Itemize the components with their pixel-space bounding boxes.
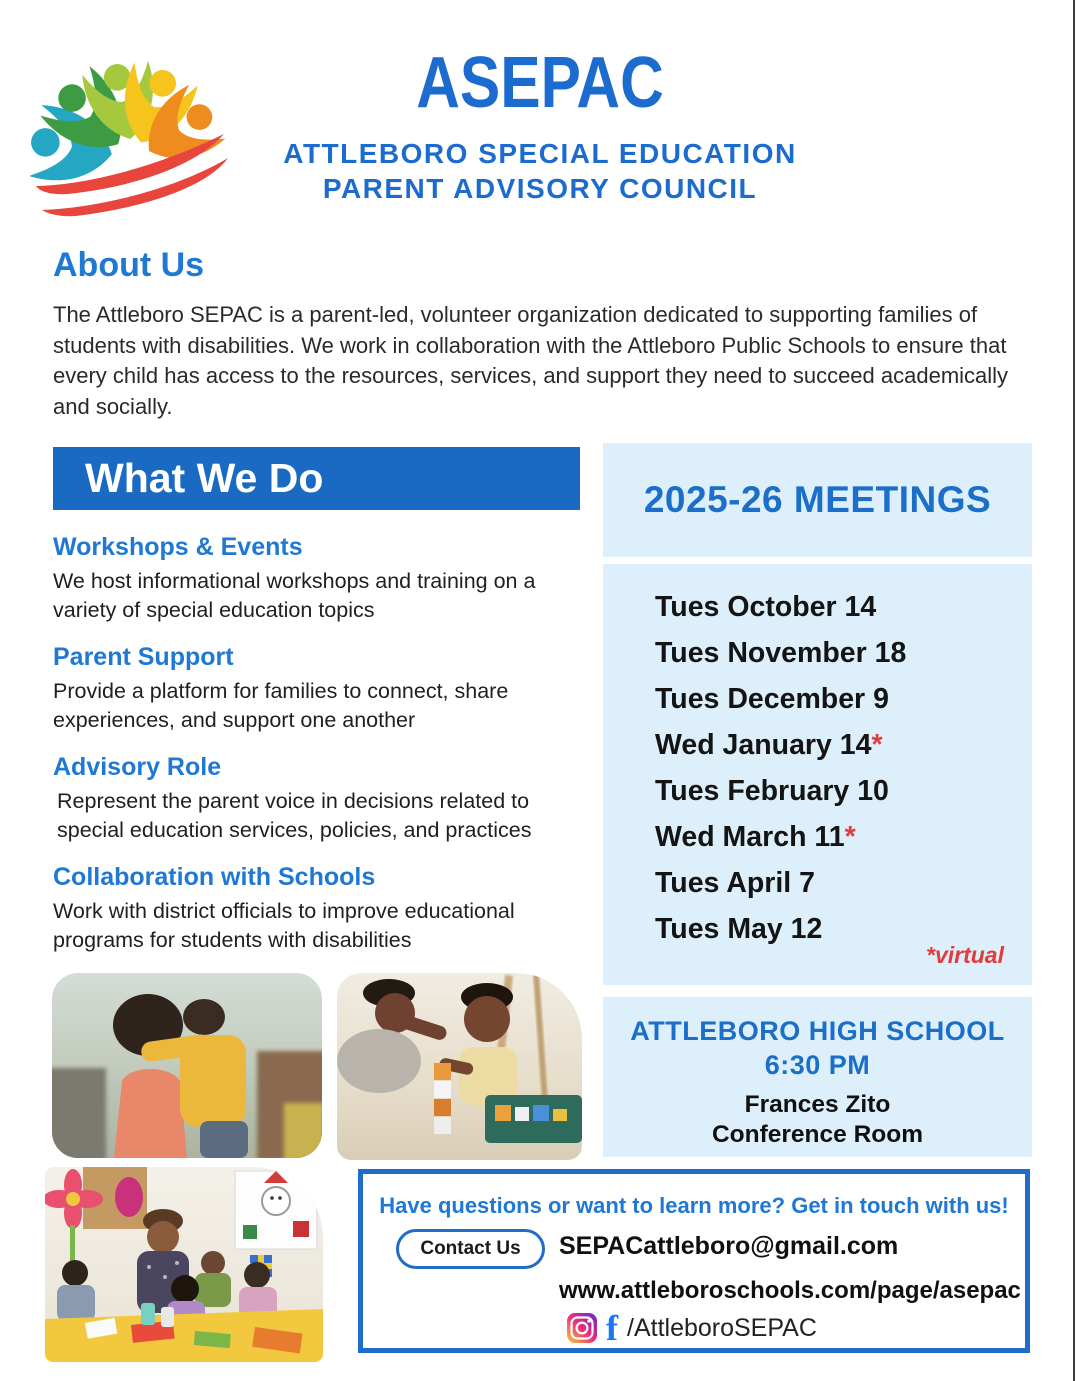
location-room-line1: Frances Zito <box>744 1091 891 1118</box>
item-body: We host informational workshops and training on a variety of special education topics <box>53 569 536 622</box>
about-heading: About Us <box>53 246 205 284</box>
virtual-note: *virtual <box>926 942 1004 968</box>
what-we-do-item-workshops <box>53 533 593 625</box>
social-row <box>567 1308 817 1348</box>
meeting-date: Tues November 18 <box>655 637 907 669</box>
photo-classroom-crafts <box>45 1167 323 1362</box>
header <box>245 43 835 206</box>
what-we-do-banner <box>53 447 580 510</box>
meetings-heading: 2025-26 MEETINGS <box>643 479 992 520</box>
item-title: Workshops & Events <box>53 533 303 561</box>
page-subtitle <box>245 136 835 206</box>
meeting-date: Wed March 11* <box>655 821 856 853</box>
item-body: Represent the parent voice in decisions related to special education services, policies, and practices <box>57 789 532 842</box>
contact-box <box>358 1169 1030 1353</box>
location-school: ATTLEBORO HIGH SCHOOL <box>630 1016 1005 1046</box>
contact-heading: Have questions or want to learn more? Get in touch with us! <box>379 1193 1009 1218</box>
about-body: The Attleboro SEPAC is a parent-led, volunteer organization dedicated to supporting families of students with disabilities. We work in collaboration with the Attleboro Public Schools to ensure that every child has access to the resources, services, and support they need to succeed academically and socially. <box>53 302 1009 419</box>
page-title: ASEPAC <box>416 43 664 123</box>
item-title: Parent Support <box>53 643 234 671</box>
what-we-do-item-advisory-role <box>53 753 593 845</box>
item-title: Collaboration with Schools <box>53 863 376 891</box>
contact-email: SEPACattleboro@gmail.com <box>559 1232 899 1260</box>
photo-art <box>52 973 322 1158</box>
asepac-logo-icon <box>30 36 230 234</box>
photo-parent-hugging-child <box>52 973 322 1158</box>
photo-art <box>45 1167 323 1362</box>
meeting-date: Tues February 10 <box>655 775 889 807</box>
item-body: Provide a platform for families to connect, share experiences, and support one another <box>53 679 509 732</box>
meetings-header-box <box>603 443 1032 557</box>
location-room-line2: Conference Room <box>711 1121 923 1148</box>
what-we-do-item-collaboration <box>53 863 593 955</box>
facebook-icon[interactable]: f <box>606 1308 618 1348</box>
meetings-list-box <box>603 564 1032 985</box>
virtual-asterisk: * <box>844 821 856 853</box>
virtual-asterisk: * <box>871 729 883 761</box>
what-we-do-item-parent-support <box>53 643 593 735</box>
subtitle-line2: PARENT ADVISORY COUNCIL <box>322 173 758 204</box>
subtitle-line1: ATTLEBORO SPECIAL EDUCATION <box>283 138 797 169</box>
item-body: Work with district officials to improve educational programs for students with disabilities <box>53 899 515 952</box>
meeting-date: Tues December 9 <box>655 683 889 715</box>
what-we-do-heading: What We Do <box>85 455 324 501</box>
contact-website: www.attleboroschools.com/page/asepac <box>559 1277 1021 1304</box>
item-title: Advisory Role <box>53 753 222 781</box>
photo-toddler-building-blocks <box>337 973 582 1160</box>
page-edge-line <box>1073 0 1075 1381</box>
social-handle: /AttleboroSEPAC <box>627 1313 817 1342</box>
contact-us-button[interactable] <box>396 1229 545 1269</box>
location-box <box>603 997 1032 1157</box>
meeting-date: Tues May 12 <box>655 913 823 945</box>
photo-art <box>337 973 582 1160</box>
meeting-date: Tues October 14 <box>655 591 877 623</box>
contact-us-label: Contact Us <box>420 1238 521 1259</box>
instagram-icon[interactable] <box>567 1313 597 1343</box>
location-time: 6:30 PM <box>764 1050 871 1080</box>
spacer <box>603 1082 1032 1090</box>
meeting-date: Tues April 7 <box>655 867 815 899</box>
meeting-date: Wed January 14* <box>655 729 883 761</box>
